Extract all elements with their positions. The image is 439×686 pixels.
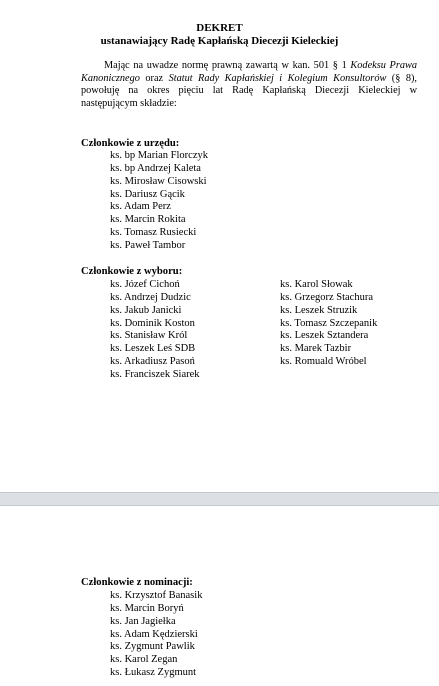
elected-list-right — [280, 279, 377, 369]
elected-list-left — [110, 279, 200, 382]
member-name: ks. Jakub Janicki — [110, 304, 182, 316]
member-name: ks. Stanisław Król — [110, 330, 188, 342]
intro-text-3: (§ 8), powołuję na okres pięciu lat Radę Kapłańską Diecezji Kieleckiej w następującym składzie: — [81, 72, 417, 109]
member-name: ks. Krzysztof Banasik — [110, 590, 203, 601]
member-name: ks. Leszek Struzik — [280, 304, 358, 316]
member-name: ks. Adam Kędzierski — [110, 628, 198, 640]
intro-italic-2: Statut Rady Kapłańskiej i Kolegium Konsultorów — [168, 72, 387, 84]
member-name: ks. Paweł Tambor — [110, 239, 186, 251]
intro-text-2: oraz — [139, 72, 169, 84]
member-name: ks. Adam Perz — [110, 201, 171, 213]
member-name: ks. Franciszek Siarek — [110, 368, 200, 380]
member-name: ks. Zygmunt Pawlik — [110, 641, 195, 653]
member-name: ks. Józef Cichoń — [110, 279, 180, 290]
document-page-2 — [0, 506, 439, 686]
member-name: ks. Jan Jagiełka — [110, 615, 176, 627]
decree-subtitle: ustanawiający Radę Kapłańską Diecezji Kieleckiej — [100, 35, 339, 47]
member-name: ks. Karol Słowak — [280, 279, 353, 290]
elected-heading: Członkowie z wyboru: — [81, 266, 183, 277]
member-name: ks. Marcin Boryń — [110, 602, 184, 614]
member-name: ks. Marcin Rokita — [110, 214, 186, 226]
intro-italic-1: Kodeksu Prawa Kanonicznego — [81, 60, 417, 84]
member-name: ks. Leszek Leś SDB — [110, 343, 196, 355]
member-name: ks. Leszek Sztandera — [280, 330, 369, 342]
nominated-heading: Członkowie z nominacji: — [81, 577, 193, 588]
member-name: ks. Tomasz Szczepanik — [280, 317, 378, 329]
decree-title: DEKRET — [196, 22, 243, 34]
document-title — [0, 22, 439, 48]
member-name: ks. Grzegorz Stachura — [280, 291, 374, 303]
intro-paragraph — [81, 60, 417, 110]
member-name: ks. Karol Zegan — [110, 654, 178, 666]
member-name: ks. Andrzej Dudzic — [110, 291, 191, 303]
member-name: ks. Arkadiusz Pasoń — [110, 356, 195, 368]
member-name: ks. bp Andrzej Kaleta — [110, 162, 201, 174]
ex-officio-list — [110, 150, 208, 253]
member-name: ks. Tomasz Rusiecki — [110, 227, 197, 239]
ex-officio-heading: Członkowie z urzędu: — [81, 138, 180, 149]
member-name: ks. Łukasz Zygmunt — [110, 667, 197, 679]
nominated-list — [110, 590, 202, 680]
member-name: ks. Dominik Koston — [110, 317, 195, 329]
member-name: ks. Dariusz Gącik — [110, 188, 185, 200]
member-name: ks. Marek Tazbir — [280, 343, 352, 355]
page-gap — [0, 492, 439, 506]
member-name: ks. Romuald Wróbel — [280, 356, 367, 368]
member-name: ks. Mirosław Cisowski — [110, 175, 207, 187]
member-name: ks. bp Marian Florczyk — [110, 150, 208, 161]
intro-text-1: Mając na uwadze normę prawną zawartą w kan. 501 § 1 — [104, 60, 351, 71]
